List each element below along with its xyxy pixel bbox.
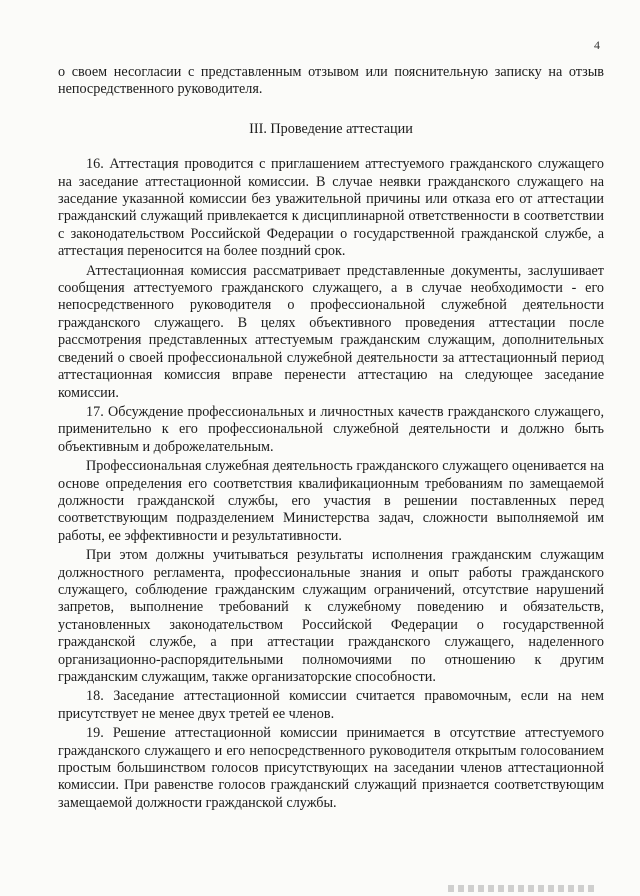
paragraph-17: 17. Обсуждение профессиональных и личностных качеств гражданского служащего, применительно к его профессиональной служебной деятельности и должно быть объективным и доброжелательным. [58, 403, 604, 455]
paragraph-continuation: о своем несогласии с представленным отзывом или пояснительную записку на отзыв непосредственного руководителя. [58, 64, 604, 98]
paragraph-evaluation: Профессиональная служебная деятельность гражданского служащего оценивается на основе определения его соответствия квалификационным требованиям по замещаемой должности гражданской службы, его участия в решении поставленных перед соответствующим подразделением Министерства задач, сложности выполняемой им работы, ее эффективности и результативности. [58, 458, 604, 544]
page-number: 4 [594, 38, 600, 52]
paragraph-19: 19. Решение аттестационной комиссии принимается в отсутствие аттестуемого гражданского служащего и его непосредственного руководителя открытым голосованием простым большинством голосов присутствующих на заседании членов аттестационной комиссии. При равенстве голосов гражданский служащий признается соответствующим замещаемой должности гражданской службы. [58, 725, 604, 811]
scan-artifact [448, 885, 598, 892]
paragraph-16: 16. Аттестация проводится с приглашением аттестуемого гражданского служащего на заседание аттестационной комиссии. В случае неявки гражданского служащего на заседание указанной комиссии без уважительной причины или отказа его от аттестации гражданский служащий привлекается к дисциплинарной ответственности в соответствии с законодательством Российской Федерации о государственной гражданской службе, а аттестация переносится на более поздний срок. [58, 156, 604, 260]
paragraph-considerations: При этом должны учитываться результаты исполнения гражданским служащим должностного регламента, профессиональные знания и опыт работы гражданского служащего, соблюдение гражданским служащим ограничений, отсутствие нарушений запретов, выполнение требований к служебному поведению и обязательств, установленных законодательством Российской Федерации о государственной гражданской службе, а при аттестации гражданского служащего, наделенного организационно-распорядительными полномочиями по отношению к другим гражданским служащим, также организаторские способности. [58, 547, 604, 685]
section-heading: III. Проведение аттестации [249, 120, 413, 137]
document-body [58, 64, 604, 814]
paragraph-commission-review: Аттестационная комиссия рассматривает представленные документы, заслушивает сообщения аттестуемого гражданского служащего, а в случае необходимости - его непосредственного руководителя о профессиональной служебной деятельности гражданского служащего. В целях объективного проведения аттестации после рассмотрения представленных аттестуемым гражданским служащим, дополнительных сведений о своей профессиональной служебной деятельности за аттестационный период аттестационная комиссия вправе перенести аттестацию на следующее заседание комиссии. [58, 262, 604, 401]
paragraph-18: 18. Заседание аттестационной комиссии считается правомочным, если на нем присутствует не менее двух третей ее членов. [58, 688, 604, 722]
